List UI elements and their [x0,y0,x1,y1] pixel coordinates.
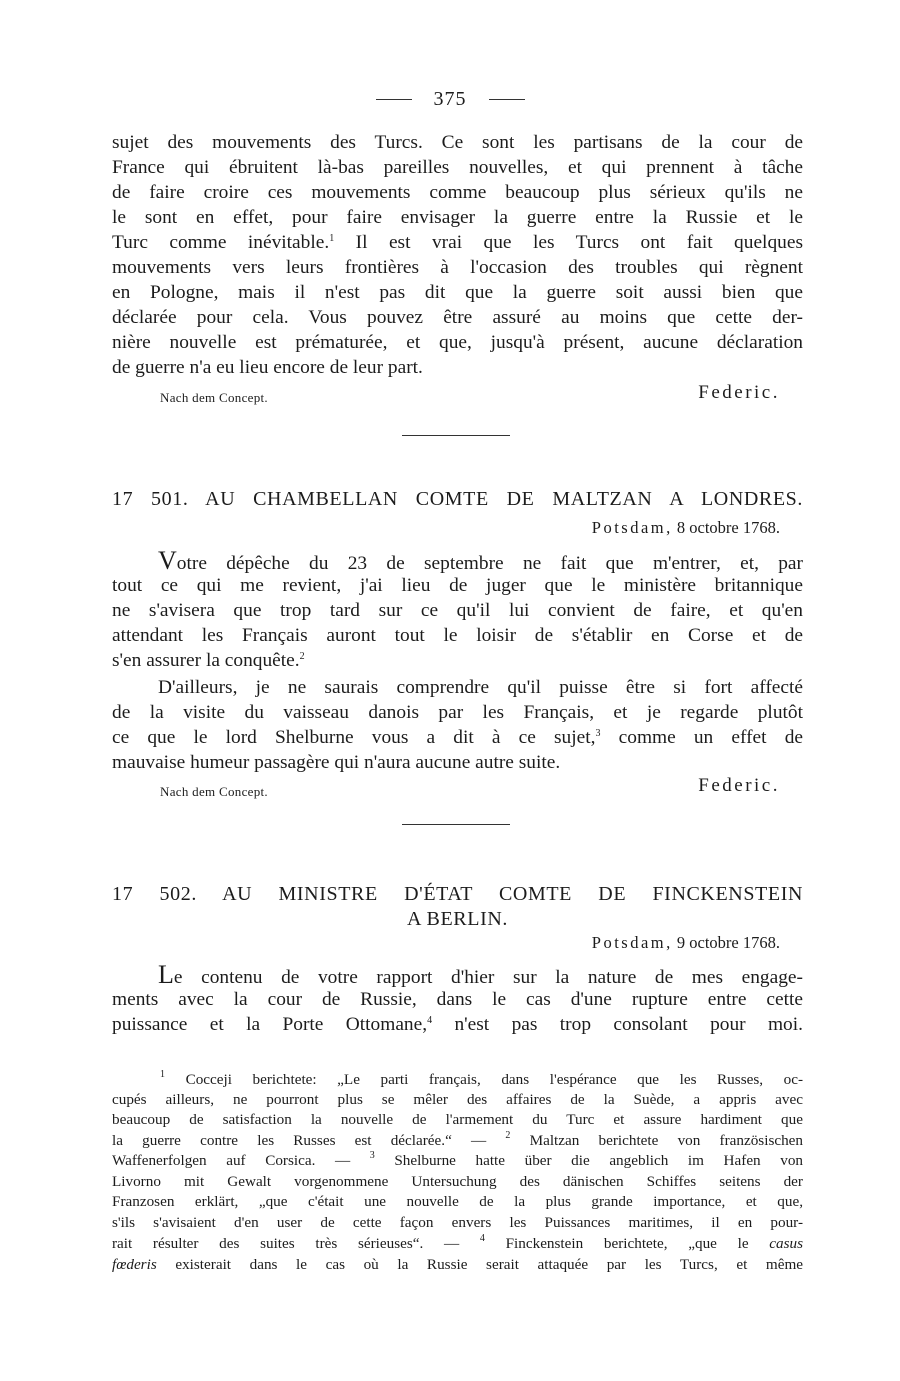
text-line: ments avec la cour de Russie, dans le cas d'une rupture entre cette [112,989,803,1010]
footnote-line: Franzosen erklärt, „que c'était une nouvelle de la plus grande importance, et que, [112,1193,803,1210]
text-fragment: ce que le lord Shelburne vous a dit à ce sujet, [112,727,596,748]
footnote-ref: 3 [595,728,601,739]
section-separator [402,435,510,436]
footnote-line [112,1131,803,1152]
text-line: Votre dépêche du 23 de septembre ne fait que m'entrer, et, par [158,546,803,575]
footnote-text: Maltzan berichtete von französischen [529,1132,804,1149]
letter-heading-continued: A BERLIN. [407,908,508,930]
text-line [112,230,803,255]
place: Potsdam, [591,518,673,537]
text-fragment: puissance et la Porte Ottomane, [112,1014,428,1035]
footnote-line: Livorno mit Gewalt vorgenommene Untersuchung des dänischen Schiffes seitens der [112,1173,803,1190]
dateline [592,518,780,538]
footnote-line: cupés ailleurs, ne pourront plus se mêler des affaires de la Suède, a appris avec [112,1091,803,1108]
letter-heading: 17 501. AU CHAMBELLAN COMTE DE MALTZAN A LONDRES. [112,488,803,510]
letter-heading: 17 502. AU MINISTRE D'ÉTAT COMTE DE FINCKENSTEIN [112,883,803,905]
text-line: nière nouvelle est prématurée, et que, jusqu'à présent, aucune déclaration [112,332,803,353]
text-line: de guerre n'a eu lieu encore de leur part. [112,357,423,378]
footnote-text: Shelburne hatte über die angeblich im Hafen von [394,1152,804,1169]
footnote-text: rait résulter des suites très sérieuses“. — [112,1235,460,1252]
source-note: Nach dem Concept. [160,784,268,799]
footnote-text: Finckenstein berichtete, „que le [505,1235,749,1252]
italic-term: fœderis [112,1256,157,1273]
footnote-line: s'ils s'avisaient d'en user de cette façon envers les Puissances maritimes, il en pour- [112,1214,803,1231]
footnote-marker: 3 [369,1150,375,1161]
footnote-line [160,1070,803,1091]
header-rule-right [489,99,525,100]
text-line: attendant les Français auront tout le loisir de s'établir en Corse et de [112,625,803,646]
text-line [112,648,803,673]
footnote-text: Cocceji berichtete: „Le parti français, dans l'espérance que les Russes, oc- [185,1071,804,1088]
footnote-marker: 1 [160,1069,165,1080]
footnote-ref: 4 [427,1015,433,1026]
date: 9 octobre 1768. [676,933,780,952]
text-line: ne s'avisera que trop tard sur ce qu'il lui convient de faire, et qu'en [112,600,803,621]
italic-term: casus [769,1235,803,1252]
text-line: Le contenu de votre rapport d'hier sur la nature de mes engage- [158,960,803,989]
footnote-text: la guerre contre les Russes est déclarée.“ — [112,1132,487,1149]
text-line: D'ailleurs, je ne saurais comprendre qu'il puisse être si fort affecté [158,677,803,698]
text-line: mauvaise humeur passagère qui n'aura aucune autre suite. [112,752,561,773]
footnote-text: existerait dans le cas où la Russie serait attaquée par les Turcs, et même [175,1256,804,1273]
signature: Federic. [698,382,780,403]
footnote-marker: 2 [505,1130,511,1141]
text-fragment: Turc comme inévitable. [112,232,330,253]
text-fragment: Il est vrai que les Turcs ont fait quelques [355,232,803,253]
text-line [112,725,803,750]
text-line: de faire croire ces mouvements comme beaucoup plus sérieux qu'ils ne [112,182,803,203]
text-line: France qui ébruitent là-bas pareilles nouvelles, et qui prennent à tâche [112,157,803,178]
text-line: le sont en effet, pour faire envisager la guerre entre la Russie et le [112,207,803,228]
dateline [592,933,780,953]
footnote-text: Waffenerfolgen auf Corsica. — [112,1152,351,1169]
footnote-line [112,1234,803,1255]
footnote-line: beaucoup de satisfaction la nouvelle de l'armement du Turc et assure hardiment que [112,1111,803,1128]
text-line: de la visite du vaisseau danois par les Français, et je regarde plutôt [112,702,803,723]
footnote-ref: 2 [299,651,305,662]
section-separator [402,824,510,825]
footnote-marker: 4 [479,1233,485,1244]
text-line: déclarée pour cela. Vous pouvez être assuré au moins que cette der- [112,307,803,328]
text-line: sujet des mouvements des Turcs. Ce sont les partisans de la cour de [112,132,803,153]
footnote-line [112,1151,803,1172]
signature: Federic. [698,775,780,796]
footnote-ref: 1 [329,233,335,244]
date: 8 octobre 1768. [676,518,780,537]
page-number: 375 [433,88,467,110]
page-header [0,88,900,116]
text-line: en Pologne, mais il n'est pas dit que la guerre soit aussi bien que [112,282,803,303]
header-rule-left [376,99,412,100]
text-line: mouvements vers leurs frontières à l'occasion des troubles qui règnent [112,257,803,278]
place: Potsdam, [591,933,673,952]
source-note: Nach dem Concept. [160,390,268,405]
text-fragment: comme un effet de [618,727,803,748]
text-fragment: s'en assurer la conquête. [112,650,300,671]
text-line: tout ce qui me revient, j'ai lieu de juger que le ministère britannique [112,575,803,596]
text-fragment: n'est pas trop consolant pour moi. [454,1014,803,1035]
text-line [112,1012,803,1037]
footnote-line [112,1255,803,1276]
